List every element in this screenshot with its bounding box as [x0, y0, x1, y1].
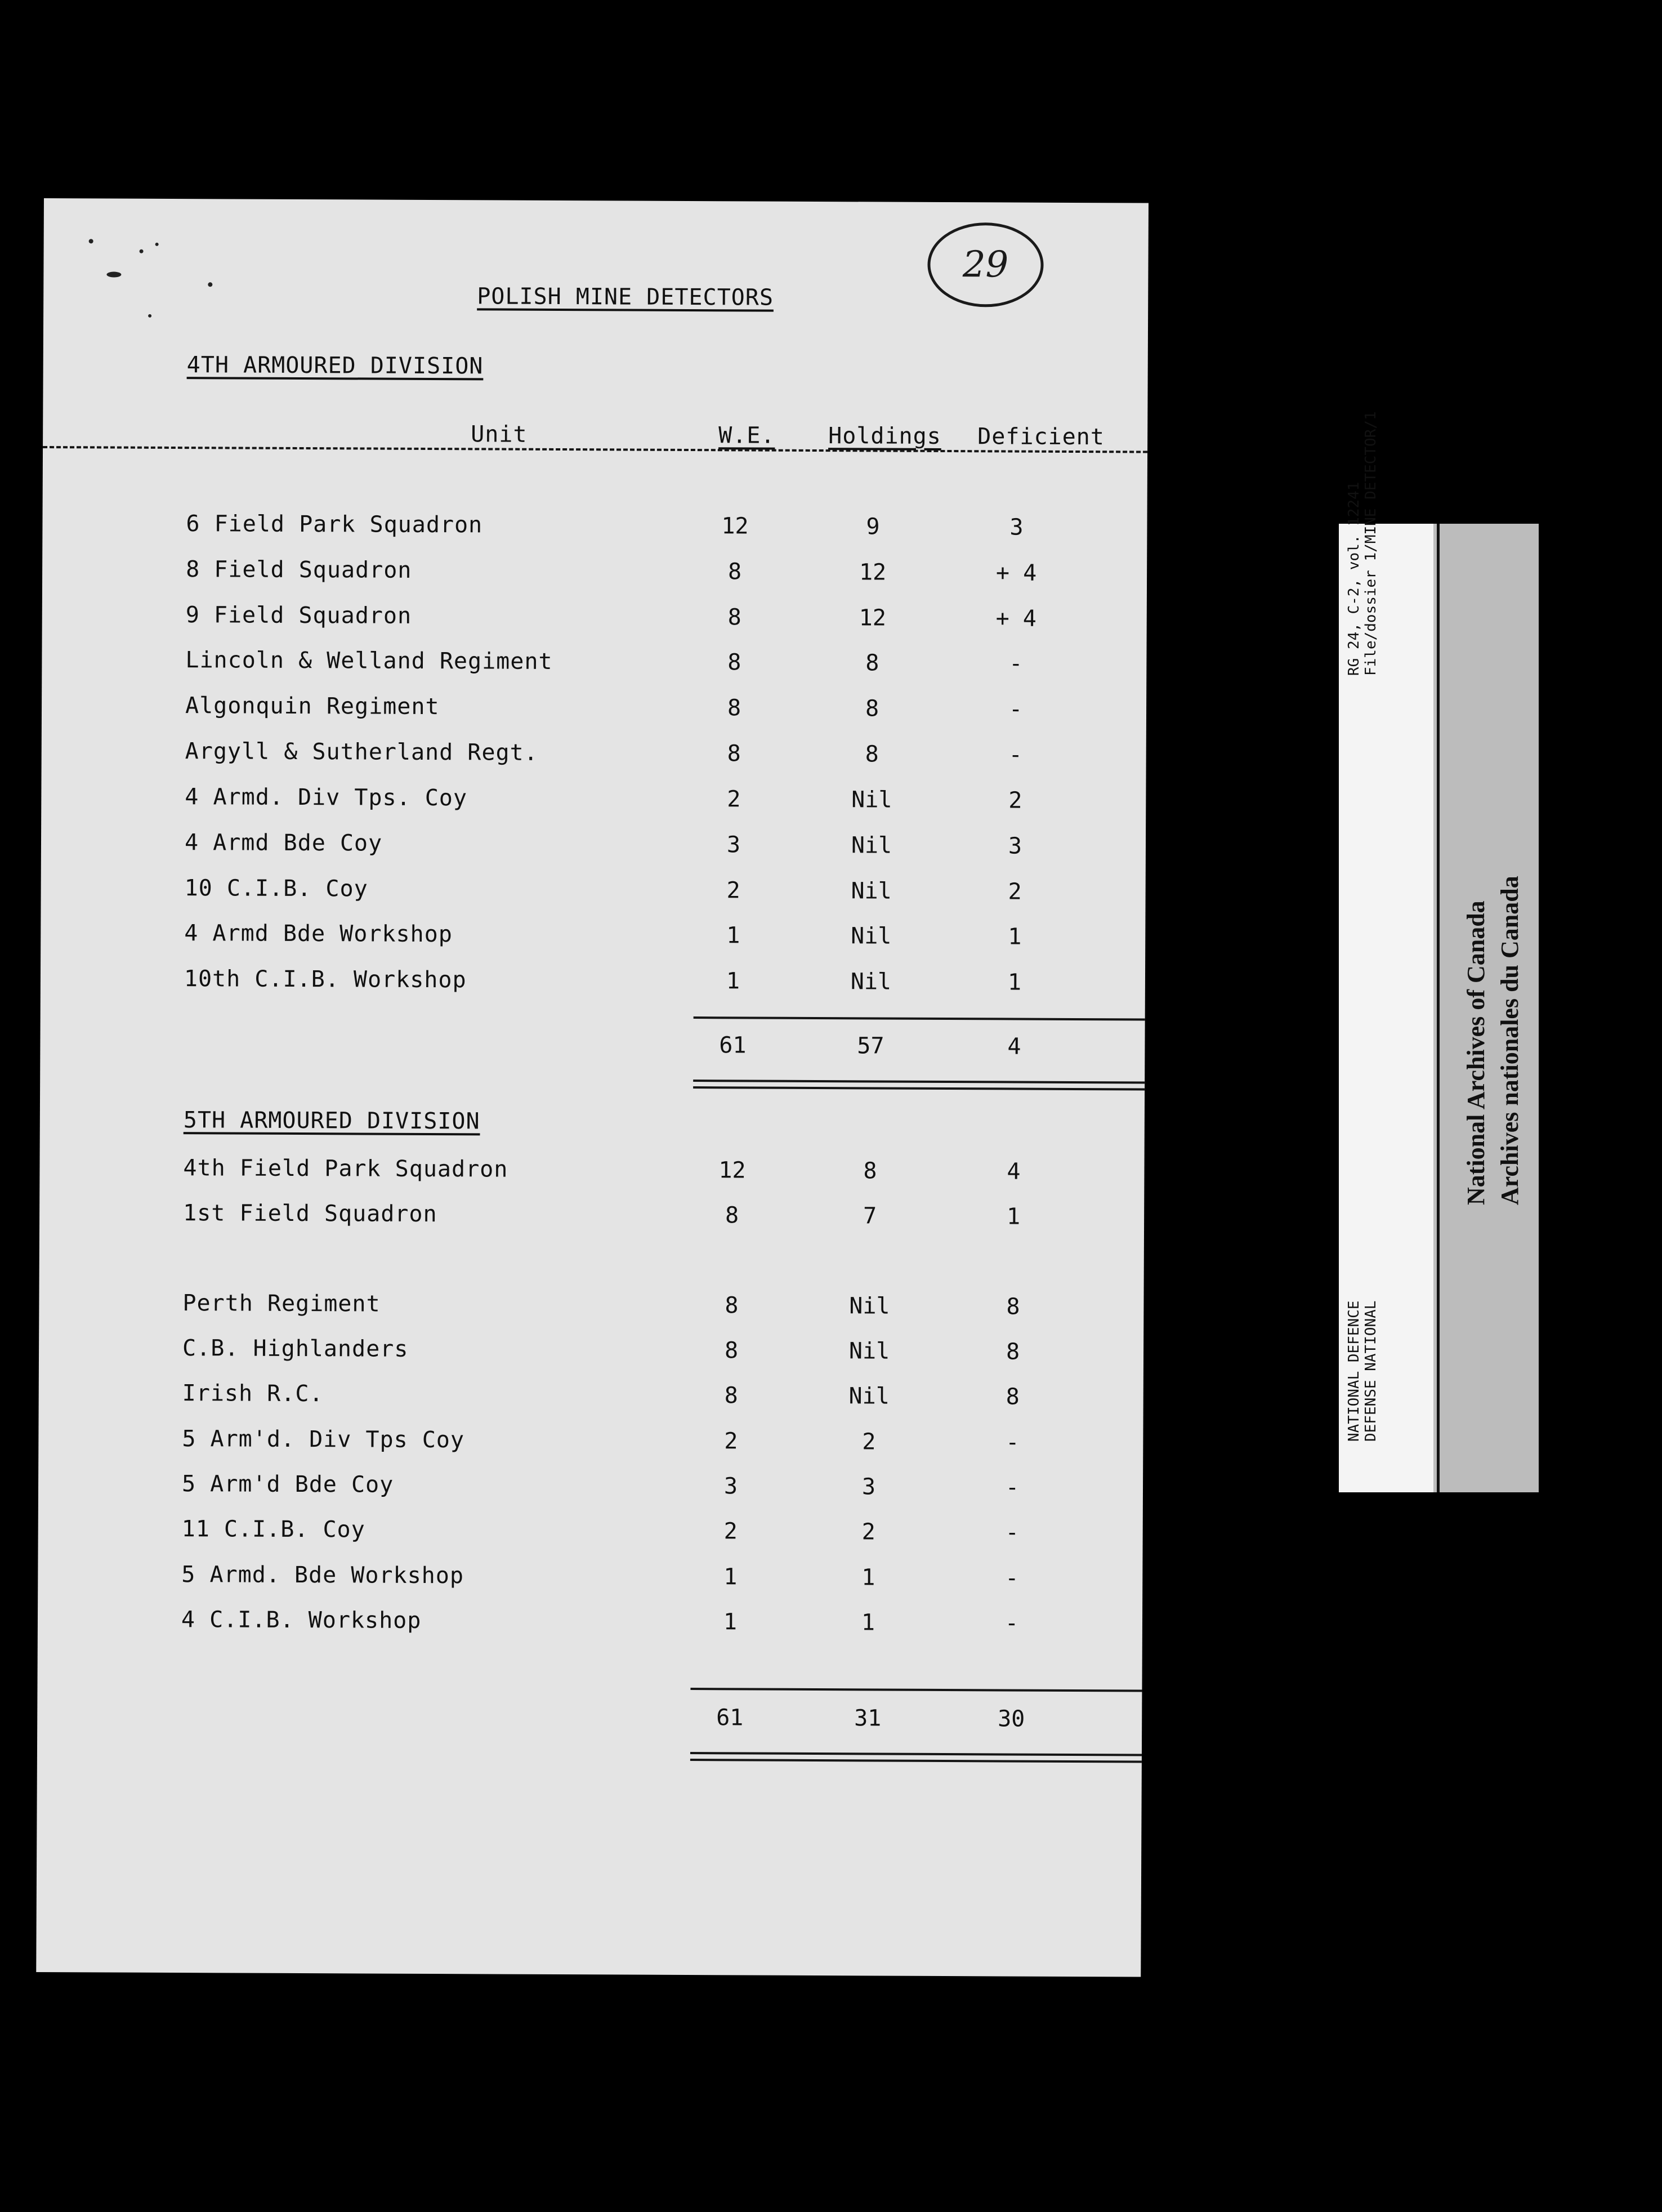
archive-department-line2: DEFENSE NATIONAL	[1362, 1300, 1379, 1442]
unit-name: C.B. Highlanders	[182, 1335, 409, 1362]
double-rule-5th-a	[690, 1752, 1142, 1756]
total-deficient-5th: 30	[998, 1706, 1025, 1732]
deficient-value: 1	[1007, 969, 1022, 996]
we-value: 2	[726, 877, 740, 904]
deficient-value: 8	[1006, 1294, 1020, 1320]
unit-name: 8 Field Squadron	[186, 556, 412, 583]
deficient-value: -	[1009, 650, 1023, 677]
holdings-value: 7	[863, 1203, 877, 1229]
unit-name: 5 Armd. Bde Workshop	[181, 1562, 464, 1589]
deficient-value: 4	[1007, 1158, 1021, 1185]
deficient-value: 2	[1008, 787, 1022, 814]
archive-institution-en: National Archives of Canada	[1462, 900, 1490, 1205]
unit-name: 1st Field Squadron	[183, 1200, 437, 1228]
archive-reference-line1: RG 24, C-2, vol. 12241	[1346, 481, 1362, 676]
col-header-holdings: Holdings	[828, 423, 941, 449]
archive-institution-fr: Archives nationales du Canada	[1496, 876, 1524, 1205]
total-holdings-4th: 57	[857, 1033, 884, 1059]
unit-name: 4 Armd Bde Coy	[184, 830, 383, 857]
deficient-value: 1	[1008, 924, 1022, 950]
holdings-value: 12	[859, 605, 886, 631]
we-value: 8	[727, 649, 741, 676]
deficient-value: -	[1008, 742, 1022, 768]
we-value: 2	[723, 1518, 738, 1545]
we-value: 8	[724, 1382, 738, 1409]
unit-name: Lincoln & Welland Regiment	[185, 647, 553, 675]
unit-name: 4 C.I.B. Workshop	[181, 1607, 422, 1634]
archive-reference	[1346, 411, 1379, 676]
deficient-value: -	[1008, 696, 1023, 723]
holdings-value: 2	[862, 1429, 876, 1455]
deficient-value: + 4	[995, 605, 1036, 632]
deficient-value: -	[1005, 1565, 1019, 1591]
holdings-value: Nil	[851, 832, 892, 859]
deficient-value: 8	[1006, 1384, 1020, 1410]
holdings-value: Nil	[848, 1338, 890, 1364]
total-we-5th: 61	[716, 1705, 744, 1731]
deficient-value: -	[1005, 1474, 1020, 1501]
unit-name: Irish R.C.	[182, 1380, 324, 1407]
section-heading-5th-div: 5TH ARMOURED DIVISION	[183, 1107, 480, 1135]
holdings-value: 2	[861, 1519, 875, 1545]
deficient-value: 3	[1008, 833, 1022, 859]
double-rule-4th-b	[693, 1086, 1145, 1090]
we-value: 1	[723, 1609, 738, 1635]
we-value: 8	[725, 1202, 739, 1229]
archive-department	[1346, 1301, 1379, 1442]
unit-name: Algonquin Regiment	[185, 693, 440, 720]
archive-institution	[1459, 876, 1527, 1205]
total-we-4th: 61	[719, 1032, 747, 1059]
we-value: 8	[727, 695, 741, 721]
unit-name: 4th Field Park Squadron	[183, 1155, 508, 1183]
holdings-value: 1	[861, 1564, 875, 1591]
total-rule-5th	[690, 1688, 1142, 1692]
holdings-value: Nil	[851, 787, 892, 813]
total-deficient-4th: 4	[1007, 1033, 1021, 1060]
holdings-value: Nil	[849, 1293, 890, 1319]
col-header-deficient: Deficient	[977, 423, 1105, 451]
deficient-value: -	[1006, 1429, 1020, 1456]
holdings-value: 12	[859, 559, 887, 586]
holdings-value: Nil	[851, 923, 892, 949]
holdings-value: Nil	[848, 1383, 890, 1410]
we-value: 8	[727, 559, 742, 585]
we-value: 2	[727, 786, 741, 813]
deficient-value: + 4	[995, 560, 1037, 586]
double-rule-4th-a	[693, 1080, 1145, 1083]
holdings-value: 8	[865, 741, 879, 768]
document-page	[36, 198, 1149, 1977]
section-4th-armoured	[44, 198, 1149, 203]
unit-name: 5 Arm'd Bde Coy	[181, 1471, 394, 1498]
col-header-we: W.E.	[718, 422, 775, 449]
holdings-value: Nil	[850, 969, 892, 995]
page-title: POLISH MINE DETECTORS	[477, 283, 774, 311]
double-rule-5th-b	[690, 1759, 1142, 1763]
we-value: 1	[726, 968, 740, 994]
deficient-value: -	[1005, 1519, 1019, 1546]
total-rule-4th	[694, 1016, 1145, 1020]
unit-name: Perth Regiment	[182, 1290, 381, 1317]
unit-name: 9 Field Squadron	[185, 602, 412, 629]
unit-name: Argyll & Sutherland Regt.	[185, 738, 538, 766]
holdings-value: Nil	[851, 878, 892, 904]
we-value: 3	[726, 832, 741, 858]
we-value: 8	[725, 1292, 739, 1319]
archive-label-divider	[1437, 524, 1440, 1492]
paper-specks	[44, 198, 1149, 203]
section-5th-armoured	[44, 198, 1149, 203]
we-value: 1	[726, 922, 740, 949]
section-heading-4th-div: 4TH ARMOURED DIVISION	[186, 352, 484, 380]
unit-name: 5 Arm'd. Div Tps Coy	[182, 1426, 465, 1453]
unit-name: 4 Armd Bde Workshop	[184, 920, 453, 948]
archive-department-line1: NATIONAL DEFENCE	[1346, 1300, 1362, 1442]
we-value: 3	[723, 1473, 738, 1500]
unit-name: 11 C.I.B. Coy	[181, 1516, 365, 1543]
holdings-value: 8	[865, 650, 879, 676]
we-value: 8	[727, 604, 741, 631]
unit-name: 10th C.I.B. Workshop	[184, 966, 467, 993]
folio-number: 29	[927, 222, 1044, 307]
unit-name: 6 Field Park Squadron	[186, 511, 483, 538]
we-value: 12	[718, 1157, 746, 1184]
unit-name: 10 C.I.B. Coy	[184, 875, 368, 902]
holdings-value: 8	[863, 1158, 877, 1184]
holdings-value: 8	[865, 695, 879, 722]
col-header-unit: Unit	[471, 421, 528, 448]
total-holdings-5th: 31	[854, 1705, 882, 1732]
holdings-value: 1	[861, 1609, 875, 1636]
holdings-value: 3	[861, 1474, 876, 1500]
we-value: 8	[724, 1337, 739, 1364]
deficient-value: 3	[1009, 514, 1024, 541]
holdings-value: 9	[866, 514, 880, 540]
we-value: 12	[721, 513, 749, 539]
archive-reference-line2: File/dossier 1/MINE DETECTOR/1	[1362, 411, 1379, 676]
deficient-value: 8	[1006, 1339, 1020, 1365]
we-value: 2	[724, 1428, 738, 1455]
we-value: 8	[727, 741, 741, 767]
deficient-value: -	[1004, 1610, 1019, 1636]
unit-name: 4 Armd. Div Tps. Coy	[185, 784, 468, 811]
deficient-value: 2	[1008, 878, 1022, 905]
deficient-value: 1	[1006, 1203, 1021, 1230]
we-value: 1	[723, 1564, 738, 1590]
